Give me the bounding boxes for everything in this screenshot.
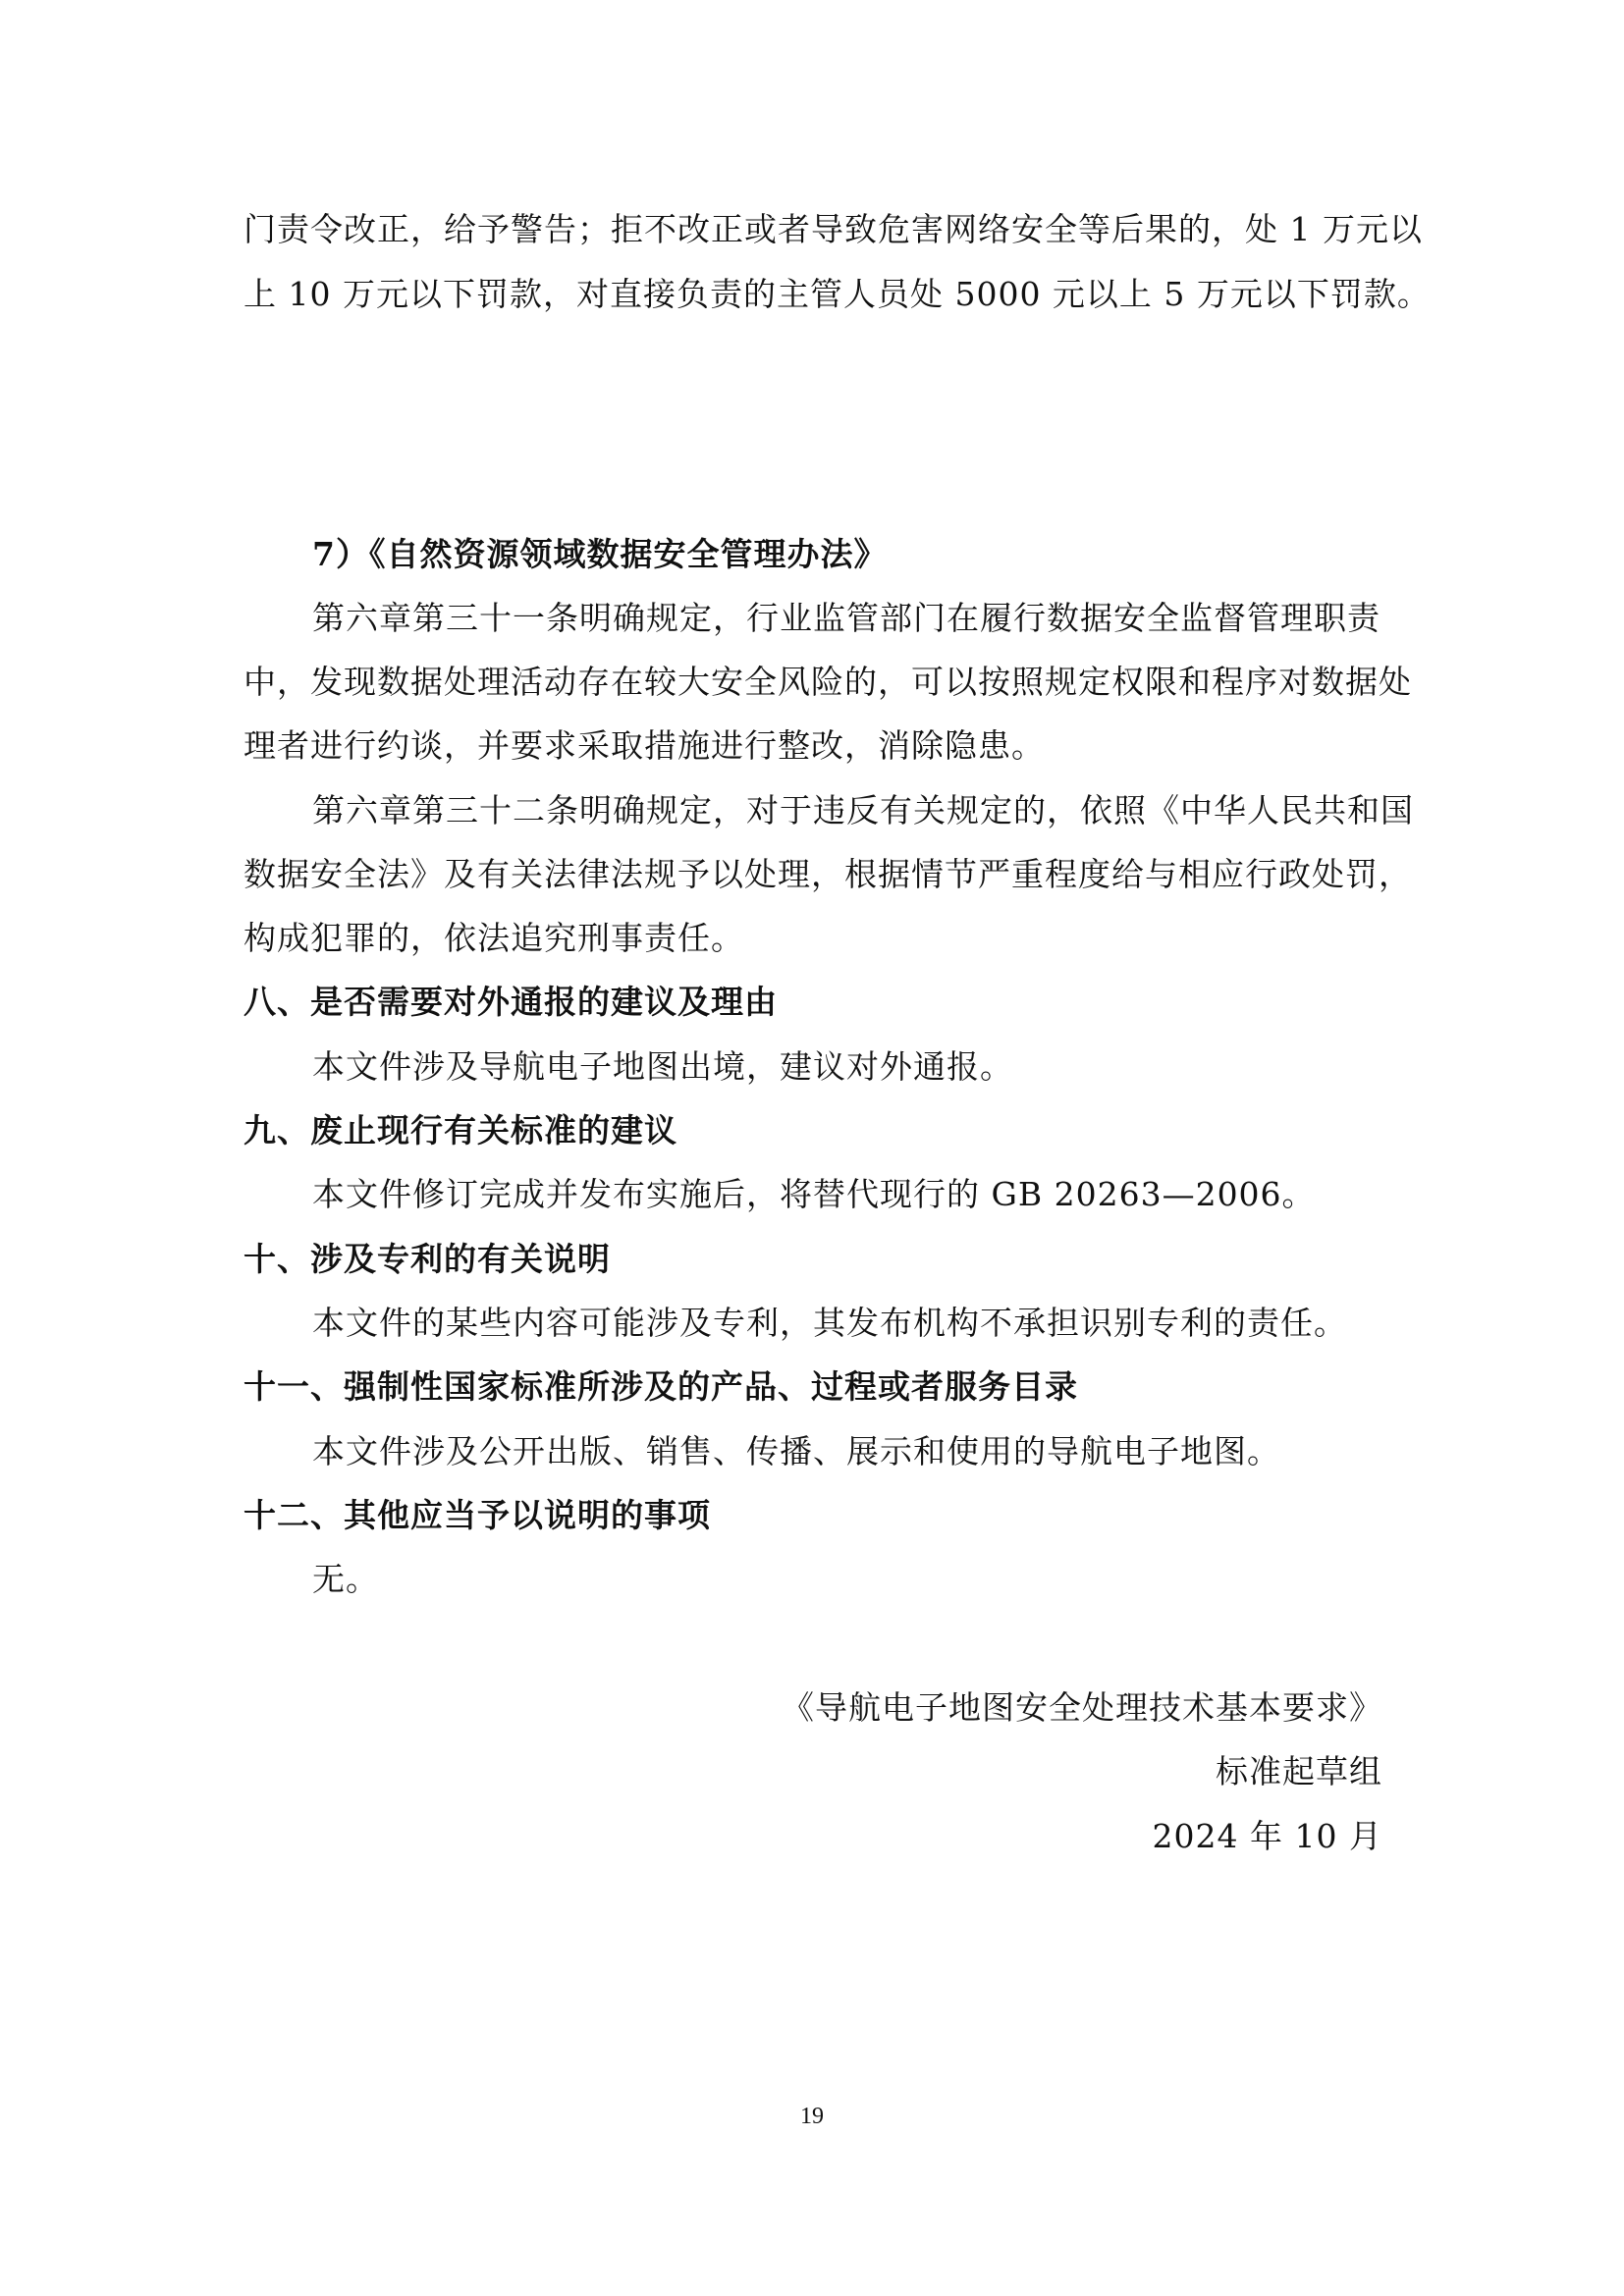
section-8-heading: 八、是否需要对外通报的建议及理由 <box>244 983 778 1021</box>
section-11-body: 本文件涉及公开出版、销售、传播、展示和使用的导航电子地图。 <box>312 1432 1280 1470</box>
law7-para1-line-1: 第六章第三十一条明确规定，行业监管部门在履行数据安全监督管理职责 <box>312 599 1380 637</box>
law7-para1-line-2: 中，发现数据处理活动存在较大安全风险的，可以按照规定权限和程序对数据处 <box>244 663 1412 701</box>
section-11-heading: 十一、强制性国家标准所涉及的产品、过程或者服务目录 <box>244 1367 1078 1406</box>
section-9-heading: 九、废止现行有关标准的建议 <box>244 1111 677 1149</box>
law7-title: 7）《自然资源领域数据安全管理办法》 <box>312 535 888 573</box>
section-12-heading: 十二、其他应当予以说明的事项 <box>244 1496 711 1534</box>
section-9-body: 本文件修订完成并发布实施后，将替代现行的 GB 20263—2006。 <box>312 1175 1316 1213</box>
page-number: 19 <box>800 2104 824 2129</box>
law7-para2-line-1: 第六章第三十二条明确规定，对于违反有关规定的，依照《中华人民共和国 <box>312 791 1414 829</box>
law7-para2-line-2: 数据安全法》及有关法律法规予以处理，根据情节严重程度给与相应行政处罚， <box>244 855 1412 893</box>
signature-doc-title: 《导航电子地图安全处理技术基本要求》 <box>782 1688 1382 1727</box>
law7-para2-line-3: 构成犯罪的，依法追究刑事责任。 <box>244 919 744 957</box>
signature-group: 标准起草组 <box>1216 1752 1382 1790</box>
section-12-body: 无。 <box>312 1560 379 1598</box>
intro-line-2: 上 10 万元以下罚款，对直接负责的主管人员处 5000 元以上 5 万元以下罚款。 <box>244 275 1431 313</box>
signature-date: 2024 年 10 月 <box>1152 1817 1382 1855</box>
section-10-heading: 十、涉及专利的有关说明 <box>244 1240 611 1278</box>
section-10-body: 本文件的某些内容可能涉及专利，其发布机构不承担识别专利的责任。 <box>312 1304 1347 1342</box>
intro-line-1: 门责令改正，给予警告；拒不改正或者导致危害网络安全等后果的，处 1 万元以 <box>244 210 1423 248</box>
law7-para1-line-3: 理者进行约谈，并要求采取措施进行整改，消除隐患。 <box>244 726 1045 765</box>
section-8-body: 本文件涉及导航电子地图出境，建议对外通报。 <box>312 1047 1013 1086</box>
